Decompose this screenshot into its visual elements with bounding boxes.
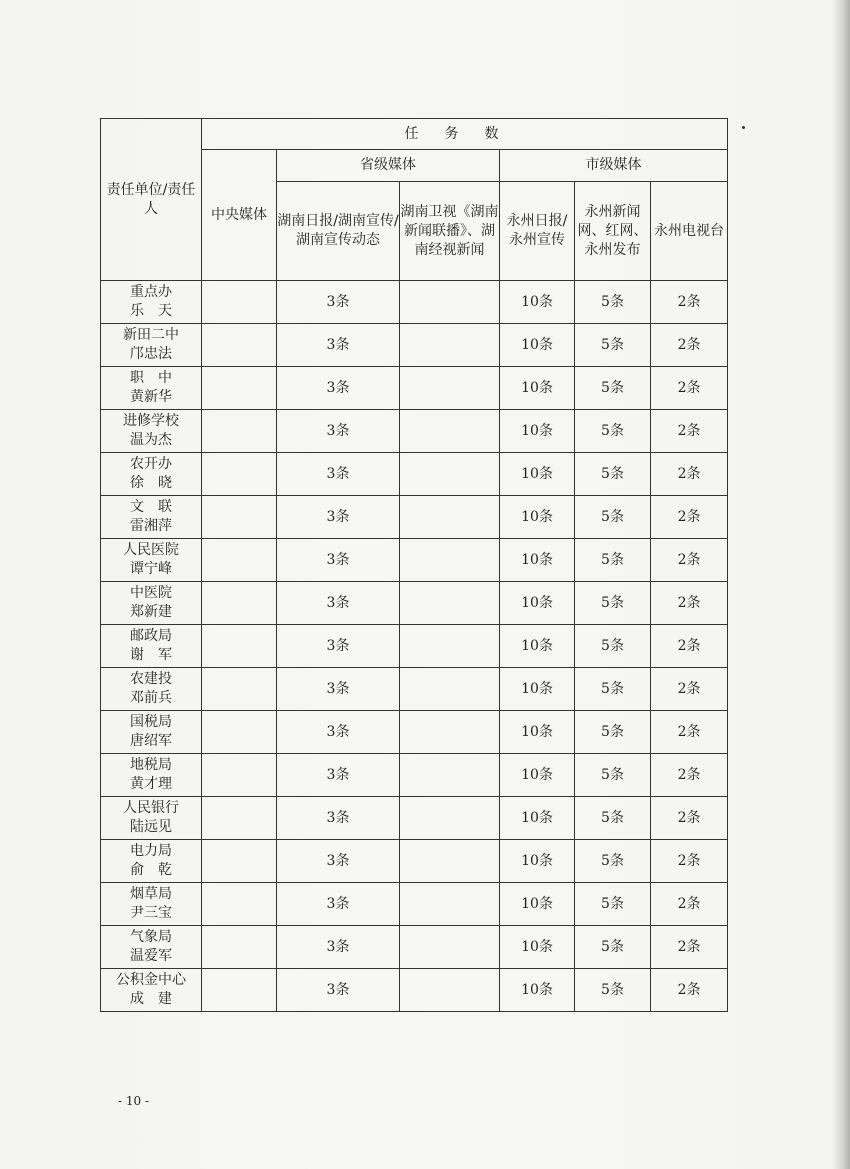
unit-cell — [101, 496, 202, 539]
hunan-tv-count — [400, 840, 500, 883]
central-media-count — [202, 539, 277, 582]
table-row — [101, 324, 728, 367]
central-media-count — [202, 711, 277, 754]
hunan-daily-count: 3条 — [277, 883, 400, 926]
yongzhou-tv-count: 2条 — [651, 539, 728, 582]
yongzhou-web-count: 5条 — [575, 324, 651, 367]
unit-cell — [101, 281, 202, 324]
table-row — [101, 281, 728, 324]
unit-name: 进修学校 — [123, 413, 179, 429]
yongzhou-daily-count: 10条 — [500, 410, 575, 453]
table-row — [101, 453, 728, 496]
hunan-tv-count — [400, 410, 500, 453]
header-hunan-tv: 湖南卫视《湖南新闻联播》、湖南经视新闻 — [400, 182, 500, 281]
header-provincial-media: 省级媒体 — [277, 150, 500, 182]
hunan-tv-count — [400, 539, 500, 582]
unit-name: 气象局 — [130, 929, 172, 945]
yongzhou-daily-count: 10条 — [500, 883, 575, 926]
header-yongzhou-tv: 永州电视台 — [651, 182, 728, 281]
unit-cell — [101, 582, 202, 625]
table-row — [101, 711, 728, 754]
unit-cell — [101, 410, 202, 453]
central-media-count — [202, 754, 277, 797]
unit-cell — [101, 668, 202, 711]
yongzhou-tv-count: 2条 — [651, 840, 728, 883]
yongzhou-tv-count: 2条 — [651, 883, 728, 926]
yongzhou-tv-count: 2条 — [651, 453, 728, 496]
yongzhou-daily-count: 10条 — [500, 324, 575, 367]
header-yongzhou-daily: 永州日报/永州宣传 — [500, 182, 575, 281]
yongzhou-tv-count: 2条 — [651, 797, 728, 840]
yongzhou-tv-count: 2条 — [651, 969, 728, 1012]
table-row — [101, 539, 728, 582]
table-row — [101, 797, 728, 840]
hunan-daily-count: 3条 — [277, 969, 400, 1012]
responsible-person: 唐绍军 — [130, 733, 172, 749]
yongzhou-web-count: 5条 — [575, 797, 651, 840]
central-media-count — [202, 969, 277, 1012]
scan-edge-shadow — [832, 0, 850, 1169]
hunan-tv-count — [400, 453, 500, 496]
central-media-count — [202, 367, 277, 410]
responsible-person: 温为杰 — [130, 432, 172, 448]
hunan-daily-count: 3条 — [277, 797, 400, 840]
unit-cell — [101, 883, 202, 926]
central-media-count — [202, 797, 277, 840]
yongzhou-daily-count: 10条 — [500, 969, 575, 1012]
unit-name: 重点办 — [130, 284, 172, 300]
yongzhou-tv-count: 2条 — [651, 410, 728, 453]
yongzhou-tv-count: 2条 — [651, 281, 728, 324]
responsible-person: 徐 晓 — [130, 475, 172, 491]
unit-name: 公积金中心 — [116, 972, 186, 988]
unit-cell — [101, 367, 202, 410]
yongzhou-daily-count: 10条 — [500, 281, 575, 324]
unit-name: 中医院 — [130, 585, 172, 601]
unit-name: 人民医院 — [123, 542, 179, 558]
hunan-tv-count — [400, 797, 500, 840]
responsible-person: 俞 乾 — [130, 862, 172, 878]
responsible-person: 谭宁峰 — [130, 561, 172, 577]
table-row — [101, 754, 728, 797]
table-row — [101, 367, 728, 410]
yongzhou-daily-count: 10条 — [500, 539, 575, 582]
yongzhou-daily-count: 10条 — [500, 840, 575, 883]
responsible-person: 尹三宝 — [130, 905, 172, 921]
yongzhou-web-count: 5条 — [575, 711, 651, 754]
yongzhou-daily-count: 10条 — [500, 797, 575, 840]
table-row — [101, 969, 728, 1012]
header-yongzhou-web: 永州新闻网、红网、永州发布 — [575, 182, 651, 281]
yongzhou-tv-count: 2条 — [651, 754, 728, 797]
hunan-tv-count — [400, 625, 500, 668]
hunan-tv-count — [400, 324, 500, 367]
hunan-tv-count — [400, 668, 500, 711]
yongzhou-web-count: 5条 — [575, 453, 651, 496]
yongzhou-web-count: 5条 — [575, 969, 651, 1012]
unit-name: 文 联 — [130, 499, 172, 515]
table-row — [101, 625, 728, 668]
table-row — [101, 668, 728, 711]
yongzhou-daily-count: 10条 — [500, 582, 575, 625]
header-central-media: 中央媒体 — [202, 150, 277, 281]
unit-cell — [101, 840, 202, 883]
yongzhou-daily-count: 10条 — [500, 711, 575, 754]
hunan-daily-count: 3条 — [277, 281, 400, 324]
hunan-daily-count: 3条 — [277, 754, 400, 797]
central-media-count — [202, 496, 277, 539]
hunan-daily-count: 3条 — [277, 496, 400, 539]
responsible-person: 陆远见 — [130, 819, 172, 835]
hunan-tv-count — [400, 496, 500, 539]
central-media-count — [202, 324, 277, 367]
hunan-daily-count: 3条 — [277, 668, 400, 711]
task-table — [100, 118, 728, 1012]
unit-cell — [101, 539, 202, 582]
hunan-tv-count — [400, 926, 500, 969]
central-media-count — [202, 668, 277, 711]
central-media-count — [202, 625, 277, 668]
unit-cell — [101, 453, 202, 496]
scan-speck — [742, 126, 745, 129]
unit-name: 新田二中 — [123, 327, 179, 343]
header-hunan-daily: 湖南日报/湖南宣传/湖南宣传动态 — [277, 182, 400, 281]
yongzhou-web-count: 5条 — [575, 926, 651, 969]
yongzhou-tv-count: 2条 — [651, 367, 728, 410]
hunan-daily-count: 3条 — [277, 324, 400, 367]
hunan-tv-count — [400, 969, 500, 1012]
central-media-count — [202, 453, 277, 496]
yongzhou-tv-count: 2条 — [651, 926, 728, 969]
header-task-count: 任务数 — [202, 119, 728, 150]
responsible-person: 黄新华 — [130, 389, 172, 405]
yongzhou-tv-count: 2条 — [651, 625, 728, 668]
yongzhou-web-count: 5条 — [575, 883, 651, 926]
hunan-daily-count: 3条 — [277, 582, 400, 625]
table-row — [101, 582, 728, 625]
unit-cell — [101, 969, 202, 1012]
hunan-tv-count — [400, 281, 500, 324]
yongzhou-daily-count: 10条 — [500, 668, 575, 711]
unit-name: 农建投 — [130, 671, 172, 687]
yongzhou-tv-count: 2条 — [651, 582, 728, 625]
hunan-daily-count: 3条 — [277, 625, 400, 668]
yongzhou-web-count: 5条 — [575, 754, 651, 797]
yongzhou-web-count: 5条 — [575, 582, 651, 625]
central-media-count — [202, 883, 277, 926]
hunan-daily-count: 3条 — [277, 453, 400, 496]
unit-cell — [101, 625, 202, 668]
responsible-person: 邝忠法 — [130, 346, 172, 362]
yongzhou-tv-count: 2条 — [651, 668, 728, 711]
responsible-person: 雷湘萍 — [130, 518, 172, 534]
responsible-person: 黄才理 — [130, 776, 172, 792]
yongzhou-daily-count: 10条 — [500, 496, 575, 539]
table-body — [101, 281, 728, 1012]
unit-cell — [101, 711, 202, 754]
yongzhou-daily-count: 10条 — [500, 625, 575, 668]
table-row — [101, 840, 728, 883]
hunan-daily-count: 3条 — [277, 410, 400, 453]
unit-cell — [101, 754, 202, 797]
yongzhou-tv-count: 2条 — [651, 496, 728, 539]
yongzhou-web-count: 5条 — [575, 496, 651, 539]
table-row — [101, 496, 728, 539]
hunan-tv-count — [400, 883, 500, 926]
responsible-person: 邓前兵 — [130, 690, 172, 706]
hunan-daily-count: 3条 — [277, 367, 400, 410]
yongzhou-tv-count: 2条 — [651, 324, 728, 367]
unit-name: 邮政局 — [130, 628, 172, 644]
central-media-count — [202, 281, 277, 324]
yongzhou-web-count: 5条 — [575, 625, 651, 668]
yongzhou-web-count: 5条 — [575, 281, 651, 324]
central-media-count — [202, 926, 277, 969]
yongzhou-daily-count: 10条 — [500, 754, 575, 797]
responsible-person: 乐 天 — [130, 303, 172, 319]
unit-cell — [101, 797, 202, 840]
table-row — [101, 883, 728, 926]
hunan-daily-count: 3条 — [277, 840, 400, 883]
yongzhou-daily-count: 10条 — [500, 926, 575, 969]
yongzhou-web-count: 5条 — [575, 668, 651, 711]
hunan-tv-count — [400, 582, 500, 625]
responsible-person: 谢 军 — [130, 647, 172, 663]
hunan-daily-count: 3条 — [277, 926, 400, 969]
header-city-media: 市级媒体 — [500, 150, 728, 182]
yongzhou-daily-count: 10条 — [500, 453, 575, 496]
hunan-tv-count — [400, 367, 500, 410]
responsible-person: 郑新建 — [130, 604, 172, 620]
unit-name: 职 中 — [130, 370, 172, 386]
central-media-count — [202, 582, 277, 625]
page-number: - 10 - — [118, 1094, 150, 1108]
unit-cell — [101, 324, 202, 367]
unit-cell — [101, 926, 202, 969]
header-unit: 责任单位/责任人 — [101, 119, 202, 281]
yongzhou-web-count: 5条 — [575, 840, 651, 883]
unit-name: 农开办 — [130, 456, 172, 472]
unit-name: 烟草局 — [130, 886, 172, 902]
unit-name: 电力局 — [130, 843, 172, 859]
responsible-person: 温爱军 — [130, 948, 172, 964]
unit-name: 地税局 — [130, 757, 172, 773]
responsible-person: 成 建 — [130, 991, 172, 1007]
yongzhou-web-count: 5条 — [575, 410, 651, 453]
yongzhou-daily-count: 10条 — [500, 367, 575, 410]
hunan-tv-count — [400, 754, 500, 797]
central-media-count — [202, 840, 277, 883]
hunan-tv-count — [400, 711, 500, 754]
hunan-daily-count: 3条 — [277, 539, 400, 582]
yongzhou-web-count: 5条 — [575, 367, 651, 410]
unit-name: 人民银行 — [123, 800, 179, 816]
central-media-count — [202, 410, 277, 453]
yongzhou-tv-count: 2条 — [651, 711, 728, 754]
table-row — [101, 410, 728, 453]
unit-name: 国税局 — [130, 714, 172, 730]
table-row — [101, 926, 728, 969]
yongzhou-web-count: 5条 — [575, 539, 651, 582]
hunan-daily-count: 3条 — [277, 711, 400, 754]
